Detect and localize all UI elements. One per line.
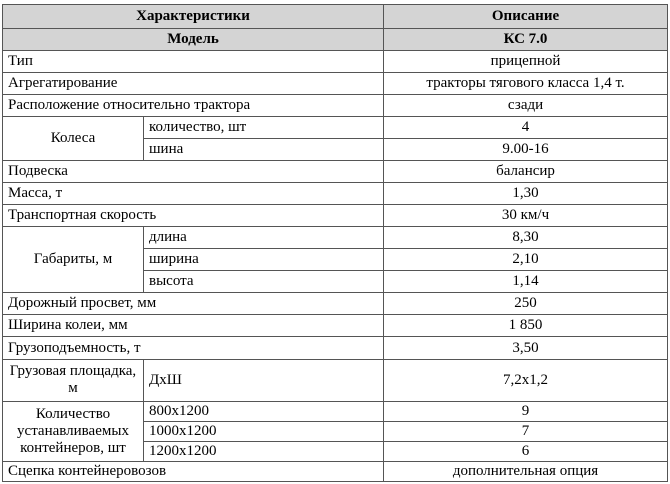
spec-table bbox=[2, 4, 668, 482]
row-label: Колеса bbox=[3, 117, 144, 161]
table-row bbox=[3, 227, 668, 249]
model-row bbox=[3, 29, 668, 51]
row-label: Дорожный просвет, мм bbox=[3, 293, 384, 315]
sub-label: количество, шт bbox=[144, 117, 384, 139]
row-label: Тип bbox=[3, 51, 384, 73]
table-row bbox=[3, 337, 668, 359]
row-value: тракторы тягового класса 1,4 т. bbox=[384, 73, 668, 95]
row-value: 30 км/ч bbox=[384, 205, 668, 227]
row-value: 7,2х1,2 bbox=[384, 359, 668, 401]
table-row bbox=[3, 293, 668, 315]
row-value: 250 bbox=[384, 293, 668, 315]
row-label: Ширина колеи, мм bbox=[3, 315, 384, 337]
table-row bbox=[3, 95, 668, 117]
row-value: 1,14 bbox=[384, 271, 668, 293]
table-row bbox=[3, 315, 668, 337]
row-label: Габариты, м bbox=[3, 227, 144, 293]
table-row bbox=[3, 359, 668, 401]
table-row bbox=[3, 161, 668, 183]
sub-label: 800х1200 bbox=[144, 401, 384, 421]
row-label: Количество устанавливаемых контейнеров, шт bbox=[3, 401, 144, 461]
row-value: прицепной bbox=[384, 51, 668, 73]
row-value: 9.00-16 bbox=[384, 139, 668, 161]
table-row bbox=[3, 401, 668, 421]
row-label: Расположение относительно трактора bbox=[3, 95, 384, 117]
row-value: 1,30 bbox=[384, 183, 668, 205]
row-label: Сцепка контейнеровозов bbox=[3, 461, 384, 481]
sub-label: 1000х1200 bbox=[144, 421, 384, 441]
table-row bbox=[3, 461, 668, 481]
sub-label: высота bbox=[144, 271, 384, 293]
row-value: балансир bbox=[384, 161, 668, 183]
row-label: Подвеска bbox=[3, 161, 384, 183]
row-label: Транспортная скорость bbox=[3, 205, 384, 227]
row-value: 4 bbox=[384, 117, 668, 139]
table-row bbox=[3, 205, 668, 227]
sub-label: длина bbox=[144, 227, 384, 249]
row-value: 3,50 bbox=[384, 337, 668, 359]
row-label: Агрегатирование bbox=[3, 73, 384, 95]
table-row bbox=[3, 73, 668, 95]
row-value: 6 bbox=[384, 441, 668, 461]
row-value: 2,10 bbox=[384, 249, 668, 271]
row-value: 8,30 bbox=[384, 227, 668, 249]
table-row bbox=[3, 183, 668, 205]
row-label: Грузовая площадка, м bbox=[3, 359, 144, 401]
model-value: КС 7.0 bbox=[384, 29, 668, 51]
row-value: сзади bbox=[384, 95, 668, 117]
row-value: дополнительная опция bbox=[384, 461, 668, 481]
row-value: 9 bbox=[384, 401, 668, 421]
sub-label: 1200х1200 bbox=[144, 441, 384, 461]
sub-label: ДхШ bbox=[144, 359, 384, 401]
row-label: Грузоподъемность, т bbox=[3, 337, 384, 359]
header-description: Описание bbox=[384, 5, 668, 29]
sub-label: шина bbox=[144, 139, 384, 161]
table-row bbox=[3, 51, 668, 73]
header-row bbox=[3, 5, 668, 29]
header-characteristics: Характеристики bbox=[3, 5, 384, 29]
row-value: 1 850 bbox=[384, 315, 668, 337]
model-label: Модель bbox=[3, 29, 384, 51]
row-value: 7 bbox=[384, 421, 668, 441]
row-label: Масса, т bbox=[3, 183, 384, 205]
table-row bbox=[3, 117, 668, 139]
sub-label: ширина bbox=[144, 249, 384, 271]
